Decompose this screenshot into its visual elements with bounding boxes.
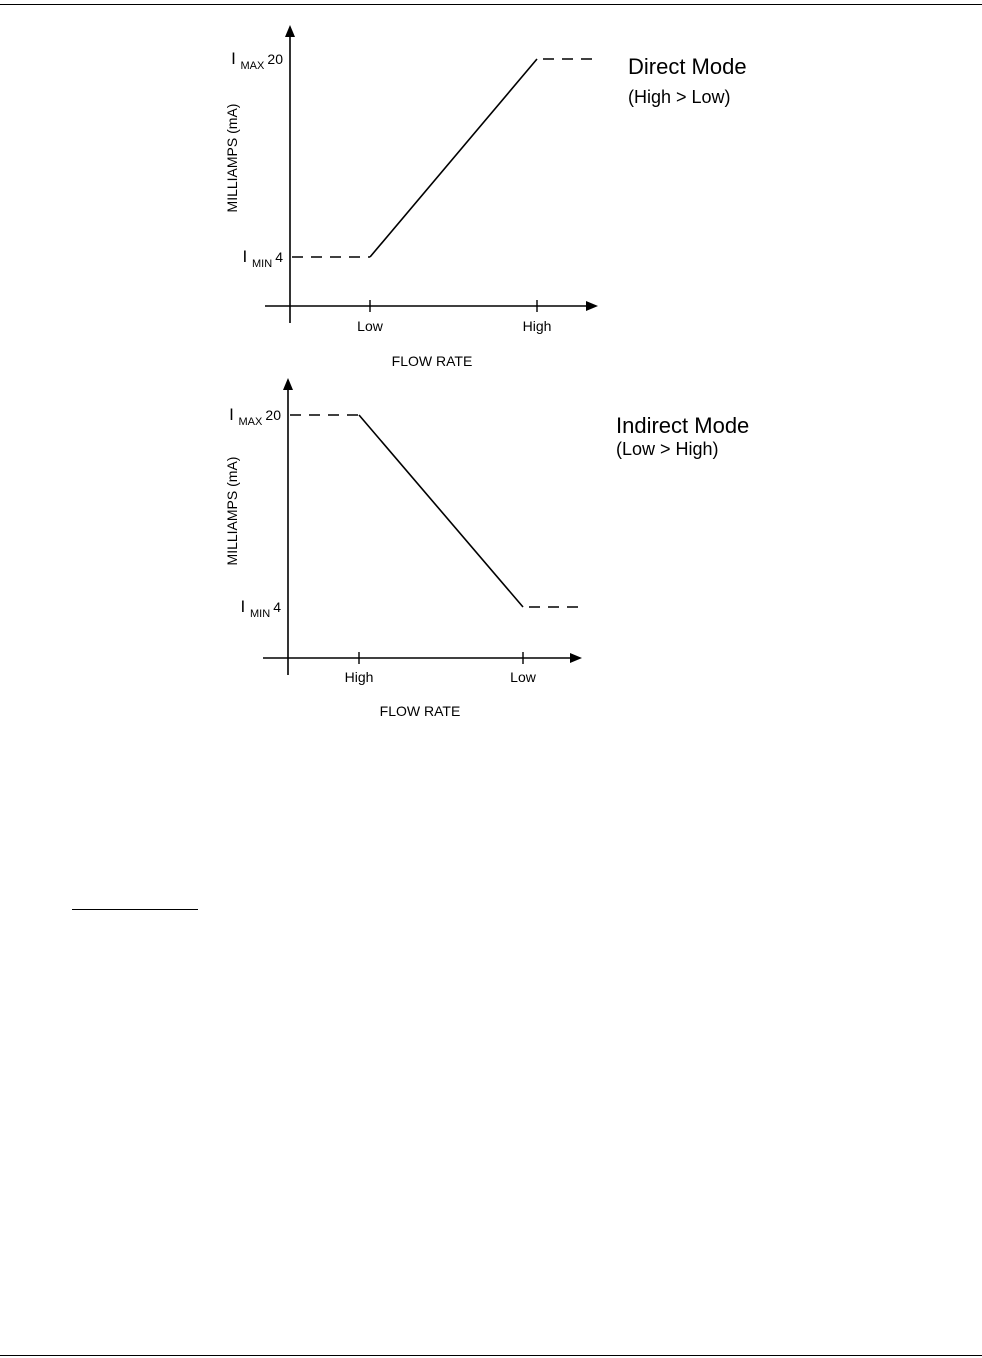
- x-axis-arrow: [570, 653, 582, 663]
- page-bottom-rule: [0, 1355, 982, 1356]
- chart-1: [224, 25, 747, 369]
- x-tick-label: High: [344, 669, 374, 685]
- y-axis-title: MILLIAMPS (mA): [224, 103, 240, 213]
- x-axis-arrow: [586, 301, 598, 311]
- x-tick-label: Low: [357, 318, 383, 334]
- y-tick-value: 20: [267, 51, 283, 67]
- x-axis-title: FLOW RATE: [379, 703, 461, 719]
- y-tick-label: [231, 49, 283, 72]
- y-axis-arrow: [283, 378, 293, 390]
- y-tick-prefix: I: [240, 597, 250, 616]
- x-axis-title: FLOW RATE: [391, 353, 473, 369]
- y-tick-label: [243, 247, 284, 270]
- y-tick-prefix: I: [242, 247, 252, 266]
- y-tick-label: [241, 597, 282, 620]
- chart-title: Direct Mode: [628, 54, 747, 79]
- y-tick-label: [229, 405, 281, 428]
- chart-2: [224, 378, 749, 719]
- y-tick-prefix: I: [231, 49, 241, 68]
- chart-title: Indirect Mode: [616, 413, 750, 438]
- footnote-rule: [72, 909, 198, 910]
- y-tick-subscript: MIN: [249, 608, 274, 620]
- series-line: [359, 415, 523, 607]
- x-tick-label: Low: [510, 669, 536, 685]
- chart-subtitle: (High > Low): [628, 87, 731, 107]
- y-tick-value: 4: [273, 599, 281, 615]
- y-tick-subscript: MAX: [240, 60, 268, 72]
- y-tick-subscript: MAX: [238, 416, 266, 428]
- series-line: [370, 59, 537, 257]
- y-axis-title: MILLIAMPS (mA): [224, 456, 240, 566]
- chart-subtitle: (Low > High): [616, 439, 719, 459]
- y-tick-value: 4: [275, 249, 283, 265]
- y-tick-subscript: MIN: [251, 258, 276, 270]
- x-tick-label: High: [522, 318, 552, 334]
- y-tick-prefix: I: [229, 405, 239, 424]
- y-axis-arrow: [285, 25, 295, 37]
- y-tick-value: 20: [265, 407, 281, 423]
